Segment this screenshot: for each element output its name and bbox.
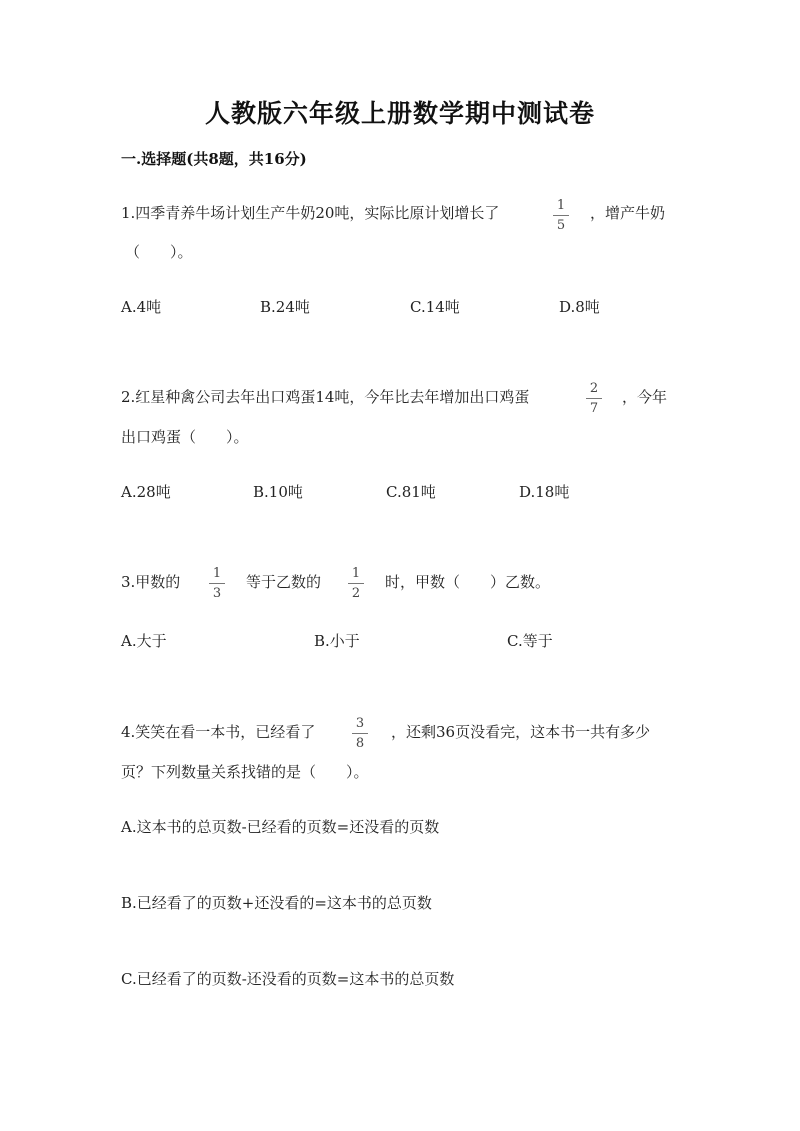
option-d[interactable]: D.18吨	[519, 483, 570, 501]
fraction-denominator: 5	[556, 218, 566, 233]
fraction-1-3	[207, 566, 227, 601]
fraction-denominator: 2	[351, 586, 361, 601]
page-title: 人教版六年级上册数学期中测试卷	[204, 99, 595, 128]
option-d[interactable]: D.8吨	[559, 298, 600, 316]
fraction-denominator: 3	[212, 586, 222, 601]
option-b[interactable]: B.已经看了的页数+还没看的=这本书的总页数	[121, 894, 432, 912]
question-3-text-mid: 等于乙数的	[246, 573, 322, 591]
fraction-3-8	[350, 716, 370, 751]
question-1-text-cont: ，增产牛奶	[590, 204, 666, 222]
option-c[interactable]: C.等于	[507, 632, 553, 650]
option-c[interactable]: C.81吨	[386, 483, 436, 501]
fraction-numerator: 3	[355, 716, 365, 731]
question-4-text-cont: ，还剩36页没看完，这本书一共有多少	[391, 723, 651, 741]
option-b[interactable]: B.小于	[314, 632, 360, 650]
section-heading: 一.选择题(共8题，共16分)	[121, 150, 307, 168]
fraction-bar	[553, 215, 569, 216]
question-4-blank: 页？下列数量关系找错的是（ ）。	[121, 763, 369, 781]
option-c[interactable]: C.14吨	[410, 298, 460, 316]
fraction-bar	[209, 583, 225, 584]
option-a[interactable]: A.28吨	[121, 483, 171, 501]
fraction-1-5	[551, 198, 571, 233]
question-2-text: 2.红星种禽公司去年出口鸡蛋14吨，今年比去年增加出口鸡蛋	[121, 388, 530, 406]
question-2-text-cont: ，今年	[622, 388, 668, 406]
question-1-text: 1.四季青养牛场计划生产牛奶20吨，实际比原计划增长了	[121, 204, 500, 222]
question-1-blank: （ ）。	[125, 243, 193, 261]
option-c[interactable]: C.已经看了的页数-还没看的页数=这本书的总页数	[121, 970, 455, 988]
question-3-text: 3.甲数的	[121, 573, 181, 591]
fraction-numerator: 1	[351, 566, 361, 581]
option-a[interactable]: A.这本书的总页数-已经看的页数=还没看的页数	[121, 818, 440, 836]
question-2-blank: 出口鸡蛋（ ）。	[121, 428, 249, 446]
fraction-denominator: 7	[589, 401, 599, 416]
fraction-denominator: 8	[355, 736, 365, 751]
fraction-2-7	[584, 381, 604, 416]
question-4-text: 4.笑笑在看一本书，已经看了	[121, 723, 316, 741]
option-b[interactable]: B.10吨	[253, 483, 303, 501]
option-b[interactable]: B.24吨	[260, 298, 310, 316]
fraction-numerator: 1	[556, 198, 566, 213]
question-3-text-end: 时，甲数（ ）乙数。	[385, 573, 551, 591]
fraction-bar	[586, 398, 602, 399]
option-a[interactable]: A.大于	[121, 632, 167, 650]
option-a[interactable]: A.4吨	[121, 298, 162, 316]
fraction-1-2	[346, 566, 366, 601]
fraction-bar	[348, 583, 364, 584]
fraction-bar	[352, 733, 368, 734]
fraction-numerator: 2	[589, 381, 599, 396]
fraction-numerator: 1	[212, 566, 222, 581]
